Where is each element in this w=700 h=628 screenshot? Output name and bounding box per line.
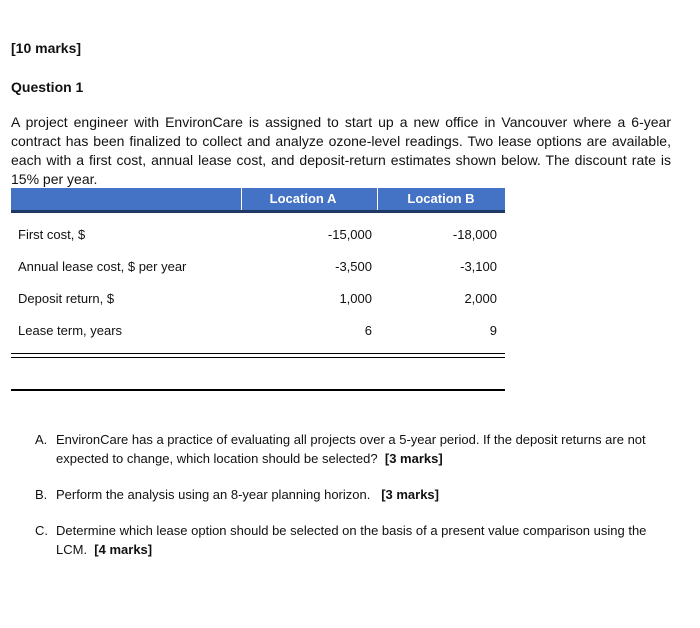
sub-question-letter: C. xyxy=(35,523,48,538)
lease-options-table xyxy=(11,188,505,349)
sub-question-text: EnvironCare has a practice of evaluating all projects over a 5-year period. If the deposit returns are not expected to change, which location should be selected? xyxy=(56,432,646,466)
row-label: Lease term, years xyxy=(18,323,123,338)
sub-question-marks: [3 marks] xyxy=(381,487,439,502)
sub-question-text: Determine which lease option should be selected on the basis of a present value comparison using the LCM. xyxy=(56,523,647,557)
column-header-location-b: Location B xyxy=(407,191,475,206)
question-title: Question 1 xyxy=(11,79,84,95)
sub-question-b xyxy=(35,485,675,504)
location-b-value: 9 xyxy=(489,323,497,338)
table-row xyxy=(11,317,505,349)
section-divider xyxy=(11,389,505,391)
question-intro: A project engineer with EnvironCare is assigned to start up a new office in Vancouver where a 6-year contract has been finalized to collect and analyze ozone-level readings. Two lease options are available, each with a first cost, annual lease cost, and deposit-return estimates shown below. The discount rate is 15% per year. xyxy=(11,114,671,187)
sub-question-c xyxy=(35,521,675,559)
row-label: First cost, $ xyxy=(18,227,86,242)
row-label: Deposit return, $ xyxy=(18,291,115,306)
table-row xyxy=(11,285,505,317)
location-a-value: 6 xyxy=(364,323,372,338)
sub-question-text: Perform the analysis using an 8-year planning horizon. xyxy=(56,487,371,502)
location-b-value: 2,000 xyxy=(464,291,497,306)
sub-question-letter: A. xyxy=(35,432,48,447)
column-header-location-a: Location A xyxy=(269,191,337,206)
table-bottom-double-rule xyxy=(11,353,505,358)
location-a-value: -15,000 xyxy=(327,227,372,242)
row-label: Annual lease cost, $ per year xyxy=(18,259,187,274)
location-b-value: -18,000 xyxy=(452,227,497,242)
sub-question-marks: [4 marks] xyxy=(94,542,153,557)
sub-question-letter: B. xyxy=(35,487,48,502)
location-b-value: -3,100 xyxy=(460,259,497,274)
table-row xyxy=(11,221,505,253)
location-a-value: 1,000 xyxy=(339,291,372,306)
marks-heading: [10 marks] xyxy=(11,40,82,56)
location-a-value: -3,500 xyxy=(335,259,372,274)
sub-question-a xyxy=(35,430,675,468)
sub-question-list xyxy=(35,430,675,576)
table-row xyxy=(11,253,505,285)
sub-question-marks: [3 marks] xyxy=(384,451,443,466)
table-header xyxy=(11,188,505,213)
